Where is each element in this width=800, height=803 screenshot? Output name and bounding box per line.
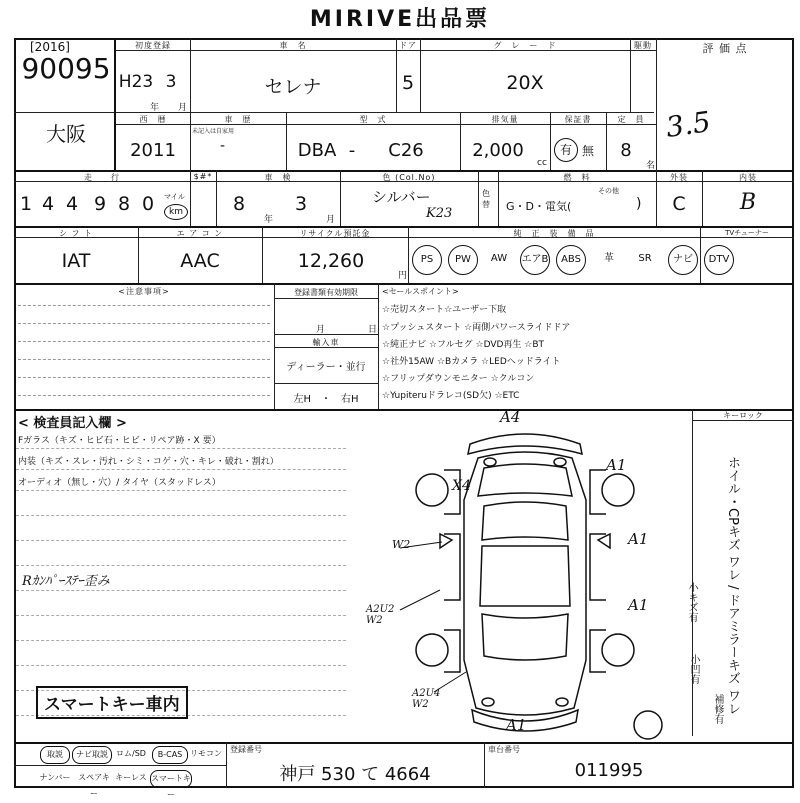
mileage-digit: 0 bbox=[141, 193, 155, 215]
year-unit: 年 bbox=[150, 103, 160, 113]
grade-label: グ レ ー ド bbox=[493, 41, 557, 50]
damage-mark: X4 bbox=[452, 478, 471, 494]
mileage-label: 走 行 bbox=[84, 173, 120, 182]
doors-label: ドア bbox=[399, 41, 417, 50]
inspector-title: < 検査員記入欄 > bbox=[18, 416, 127, 431]
equip-ps: PS bbox=[412, 245, 442, 275]
fglass-line: Fガラス（キズ・ヒビ石・ヒビ・リペア跡・X 要） bbox=[18, 436, 221, 446]
exterior-label: 外装 bbox=[670, 173, 688, 182]
damage-mark: A1 bbox=[628, 596, 649, 614]
mileage-digit: 8 bbox=[117, 193, 131, 215]
opt-spare-key: スペアキー bbox=[78, 773, 110, 798]
capacity: 8 bbox=[620, 140, 632, 161]
mileage-digit: 9 bbox=[93, 193, 107, 215]
mileage-digit: 1 bbox=[19, 193, 33, 215]
reg-day: 日 bbox=[368, 325, 378, 335]
ac: AAC bbox=[180, 250, 220, 272]
damage-mark: A2U2 W2 bbox=[366, 604, 395, 626]
inspection-year: 8 bbox=[232, 193, 246, 215]
interior-condition-line: 内装（キズ・スレ・汚れ・シミ・コゲ・穴・キレ・破れ・割れ） bbox=[18, 457, 279, 467]
equip-pw: PW bbox=[448, 245, 478, 275]
shift: IAT bbox=[61, 250, 91, 272]
capacity-unit: 名 bbox=[646, 161, 656, 171]
score-value: 3.5 bbox=[663, 105, 713, 144]
exterior: C bbox=[672, 193, 686, 215]
kind-label: 車 歴 bbox=[224, 115, 252, 124]
opt-rom-sd: ロム/SD bbox=[116, 749, 146, 758]
sales-point-line: ☆社外15AW ☆Bカメラ ☆LEDヘッドライト bbox=[382, 357, 561, 367]
equip-navi: ナビ bbox=[668, 245, 698, 275]
opt-keyless: キーレス bbox=[115, 773, 147, 782]
opt-plate: ナンバー bbox=[39, 773, 71, 782]
equip-sr: SR bbox=[638, 253, 652, 264]
recycle-label: リサイクル預託金 bbox=[299, 229, 371, 238]
type-prefix: DBA bbox=[297, 140, 337, 161]
sales-point-line: ☆Yupiteruドラレコ(SD欠) ☆ETC bbox=[382, 391, 520, 401]
equip-dtv: DTV bbox=[704, 245, 734, 275]
steering-side: 左H ・ 右H bbox=[293, 394, 359, 405]
audio-tire-line: オーディオ（無し・穴）/ タイヤ（スタッドレス） bbox=[18, 478, 221, 488]
kind-value: - bbox=[220, 138, 226, 154]
warranty-no: 無 bbox=[582, 144, 595, 158]
warranty-label: 保証書 bbox=[564, 115, 592, 124]
color-code: K23 bbox=[426, 206, 453, 221]
car-name-label: 車 名 bbox=[279, 41, 307, 50]
damage-mark: W2 bbox=[392, 538, 411, 551]
kind-note: 未記入は自家用 bbox=[192, 128, 235, 135]
cc-unit: cc bbox=[537, 158, 547, 168]
doors: 5 bbox=[401, 72, 415, 94]
model-year: 2011 bbox=[130, 140, 176, 161]
ac-label: エ ア コ ン bbox=[176, 229, 224, 238]
damage-mark: A1 bbox=[606, 456, 627, 474]
reg-docs-title: 登録書類有効期限 bbox=[294, 288, 358, 297]
damage-mark: A2U4 W2 bbox=[412, 688, 441, 710]
sales-point-line: ☆フリップダウンモニター ☆クルコン bbox=[382, 374, 535, 384]
inspection-month-unit: 月 bbox=[326, 215, 336, 225]
warranty-yes: 有 bbox=[554, 138, 578, 162]
inspection-year-unit: 年 bbox=[264, 215, 274, 225]
type-label: 型 式 bbox=[359, 115, 387, 124]
model-year-label: 西 暦 bbox=[139, 115, 167, 124]
first-reg-label: 初度登録 bbox=[135, 41, 171, 50]
fuel-options: G・D・電気( bbox=[506, 200, 572, 213]
damage-mark: A4 bbox=[500, 408, 521, 426]
color-change-label: 色替 bbox=[482, 189, 490, 209]
tuner-label: TVチューナー bbox=[725, 229, 769, 237]
first-reg-year: H23 bbox=[118, 72, 154, 92]
opt-bcas: B-CAS bbox=[152, 746, 188, 764]
venue: 大阪 bbox=[46, 122, 86, 146]
fuel-close: ) bbox=[636, 196, 642, 212]
displacement: 2,000 bbox=[472, 140, 524, 161]
month-unit: 月 bbox=[178, 103, 188, 113]
lot-number: 90095 bbox=[21, 52, 111, 85]
car-diagram bbox=[360, 410, 690, 740]
opt-manual: 取説 bbox=[40, 746, 70, 764]
equip-abs: ABS bbox=[556, 245, 586, 275]
yen-unit: 円 bbox=[398, 271, 408, 281]
displacement-label: 排気量 bbox=[491, 115, 519, 124]
opt-navi-manual: ナビ取説 bbox=[72, 746, 112, 764]
import-label: 輸入車 bbox=[312, 338, 340, 347]
equipment-label: 純 正 装 備 品 bbox=[513, 229, 595, 238]
equip-airbag: エアB bbox=[520, 245, 550, 275]
color: シルバー bbox=[372, 188, 431, 206]
interior-label: 内装 bbox=[739, 173, 757, 182]
opt-smart-key: スマートキー bbox=[150, 770, 192, 788]
chassis-number: 011995 bbox=[574, 760, 644, 781]
reg-month: 月 bbox=[316, 325, 326, 335]
plate-label: 登録番号 bbox=[230, 745, 262, 754]
car-name: セレナ bbox=[264, 76, 322, 98]
equip-leather: 革 bbox=[604, 253, 614, 264]
repair-legend: 補修有 bbox=[712, 694, 723, 724]
damage-mark: A1 bbox=[628, 530, 649, 548]
recycle: 12,260 bbox=[297, 250, 365, 272]
fuel-label: 燃 料 bbox=[563, 173, 591, 182]
interior: B bbox=[739, 190, 757, 215]
inspection-label: 車 検 bbox=[264, 173, 292, 182]
km-unit: km bbox=[164, 204, 188, 220]
shift-label: シ フ ト bbox=[58, 229, 94, 238]
capacity-label: 定 員 bbox=[617, 115, 645, 124]
color-label: 色 (Col.No) bbox=[382, 173, 436, 182]
remark-label: $#* bbox=[193, 172, 213, 181]
sales-points-label: <セールスポイント> bbox=[382, 287, 459, 296]
notes-label: <注意事項> bbox=[118, 287, 170, 296]
sales-point-line: ☆純正ナビ ☆フルセグ ☆DVD再生 ☆BT bbox=[382, 340, 545, 350]
small-dent-legend: 小凹有 bbox=[688, 654, 699, 684]
plate-number: 神戸 530 て 4664 bbox=[279, 764, 431, 785]
score-label: 評 価 点 bbox=[702, 42, 748, 55]
mileage-digit: 4 bbox=[41, 193, 55, 215]
mile-unit: マイル bbox=[164, 193, 185, 201]
lot-year: [2016] bbox=[30, 40, 70, 54]
wheel-mirror-legend: ホイル・CPキズ ワレ / ドアミラーキズ ワレ bbox=[725, 456, 740, 715]
first-reg-month: 3 bbox=[165, 72, 177, 92]
drive-label: 駆動 bbox=[634, 41, 652, 50]
small-scratch-legend: 小キズ有 bbox=[686, 582, 697, 622]
handwritten-note: Rｶﾝﾊﾟｰｽﾃｰ歪み bbox=[22, 574, 110, 589]
inspection-month: 3 bbox=[294, 193, 308, 215]
sales-point-line: ☆プッシュスタート ☆両側パワースライドドア bbox=[382, 323, 571, 333]
equip-aw: AW bbox=[490, 253, 508, 264]
opt-remote: リモコン bbox=[190, 749, 222, 758]
dealer-import: ディーラー・並行 bbox=[286, 362, 366, 373]
fuel-other: その他 bbox=[598, 187, 619, 195]
chassis-label: 車台番号 bbox=[488, 745, 520, 754]
damage-mark: A1 bbox=[506, 716, 527, 734]
page-title: MIRIVE出品票 bbox=[309, 7, 491, 32]
sales-point-line: ☆売切スタート☆ユーザー下取 bbox=[382, 305, 507, 315]
mileage-digit: 4 bbox=[65, 193, 79, 215]
key-lock-label: キーロック bbox=[723, 411, 763, 420]
type-dash: - bbox=[348, 140, 356, 161]
type-code: C26 bbox=[388, 140, 424, 161]
grade: 20X bbox=[506, 72, 544, 94]
smart-key-note: スマートキー車内 bbox=[36, 686, 188, 719]
